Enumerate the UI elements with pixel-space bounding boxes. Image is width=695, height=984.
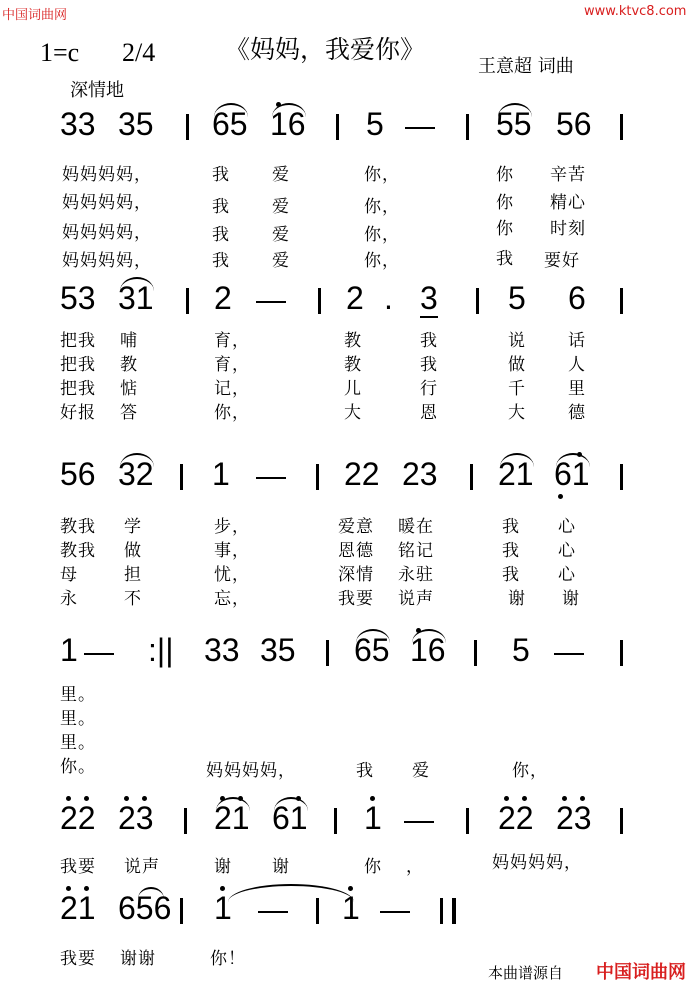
repeat-end-sign: :|| — [148, 632, 174, 668]
note-group: 23 — [402, 456, 438, 492]
note-group: 656 — [118, 890, 172, 926]
lyric-syllable: 永 — [60, 589, 78, 609]
expression-mark: 深情地 — [70, 80, 124, 101]
note-group: 56 — [556, 106, 592, 142]
sustain-dash — [554, 653, 584, 655]
note-group: 21 — [214, 800, 250, 836]
lyric-syllable: 答 — [120, 403, 138, 423]
lyric-syllable: 哺 — [120, 331, 138, 351]
lyric-syllable: 教我 — [60, 517, 96, 537]
sustain-dash — [380, 911, 410, 913]
note: 1 — [212, 456, 230, 492]
lyric-syllable: 说声 — [398, 589, 434, 609]
lyric-syllable: 你， — [214, 403, 250, 423]
lyric-syllable: 大 — [508, 403, 526, 423]
lyric-syllable: 儿 — [344, 379, 362, 399]
lyric-syllable: 育， — [214, 331, 250, 351]
sustain-dash — [256, 301, 286, 303]
lyric-syllable: 里。 — [60, 709, 96, 729]
lyric-syllable: 把我 — [60, 331, 96, 351]
lyric-syllable: 教 — [344, 331, 362, 351]
note-group: 31 — [118, 280, 154, 316]
note-group: 33 — [204, 632, 240, 668]
barline — [474, 640, 477, 666]
lyric-syllable: 妈妈妈妈， — [62, 251, 152, 271]
lyric-syllable: ， — [406, 857, 424, 877]
lyric-syllable: 人 — [568, 355, 586, 375]
lyric-syllable: 做 — [124, 541, 142, 561]
barline — [620, 640, 623, 666]
lyric-syllable: 我 — [502, 541, 520, 561]
note-group: 35 — [118, 106, 154, 142]
note-group: 65 — [212, 106, 248, 142]
note: 1 — [60, 632, 78, 668]
final-barline — [452, 898, 456, 924]
lyric-syllable: 我 — [356, 761, 374, 781]
lyric-syllable: 我 — [496, 249, 514, 269]
note: 5 — [508, 280, 526, 316]
note-group: 23 — [556, 800, 592, 836]
lyric-syllable: 我 — [502, 517, 520, 537]
lyric-syllable: 谢 — [562, 589, 580, 609]
lyric-syllable: 爱 — [272, 225, 290, 245]
lyric-syllable: 谢 — [508, 589, 526, 609]
lyric-syllable: 千 — [508, 379, 526, 399]
lyric-syllable: 心 — [558, 517, 576, 537]
lyric-syllable: 妈妈妈妈， — [62, 193, 152, 213]
watermark-right: www.ktvc8.com — [584, 4, 687, 19]
note: 1 — [214, 890, 232, 926]
lyric-syllable: 深情 — [338, 565, 374, 585]
barline — [620, 464, 623, 490]
barline — [186, 288, 189, 314]
lyric-syllable: 忧， — [214, 565, 250, 585]
lyric-syllable: 你， — [364, 197, 400, 217]
note-group: 23 — [118, 800, 154, 836]
barline — [466, 114, 469, 140]
lyric-syllable: 忘， — [214, 589, 250, 609]
dotted-rhythm: . — [384, 280, 393, 316]
barline — [316, 898, 319, 924]
sustain-dash — [405, 127, 435, 129]
underline-beam — [420, 316, 438, 318]
lyric-syllable: 我 — [212, 197, 230, 217]
note-group: 55 — [496, 106, 532, 142]
lyric-syllable: 我 — [212, 165, 230, 185]
note: 1 — [364, 800, 382, 836]
lyric-syllable: 里。 — [60, 733, 96, 753]
barline — [620, 288, 623, 314]
note-group: 65 — [354, 632, 390, 668]
lyric-syllable: 你， — [364, 225, 400, 245]
note: 1 — [342, 890, 360, 926]
lyric-syllable: 我要 — [60, 949, 96, 969]
lyric-syllable: 里 — [568, 379, 586, 399]
key-signature: 1=c — [40, 38, 80, 67]
lyric-syllable: 妈妈妈妈， — [206, 761, 296, 781]
note: 6 — [568, 280, 586, 316]
lyric-syllable: 我 — [420, 331, 438, 351]
lyric-syllable: 事， — [214, 541, 250, 561]
note-group: 22 — [498, 800, 534, 836]
lyric-syllable: 妈妈妈妈， — [492, 853, 582, 873]
lyric-syllable: 谢 — [214, 857, 232, 877]
source-site: 中国词曲网 — [596, 962, 686, 983]
lyric-syllable: 恩德 — [338, 541, 374, 561]
barline — [326, 640, 329, 666]
lyric-syllable: 你， — [364, 251, 400, 271]
lyric-syllable: 母 — [60, 565, 78, 585]
lyric-syllable: 你， — [364, 165, 400, 185]
lyric-syllable: 教 — [120, 355, 138, 375]
low-octave-dot — [558, 494, 563, 499]
song-title: 《妈妈，我爱你》 — [225, 35, 426, 64]
lyric-syllable: 我 — [212, 225, 230, 245]
lyric-syllable: 暖在 — [398, 517, 434, 537]
lyric-syllable: 心 — [558, 541, 576, 561]
author-credit: 王意超 词曲 — [478, 56, 574, 77]
note-group: 21 — [60, 890, 96, 926]
note-group: 35 — [260, 632, 296, 668]
barline — [180, 464, 183, 490]
lyric-syllable: 德 — [568, 403, 586, 423]
lyric-syllable: 你， — [512, 761, 548, 781]
barline — [318, 288, 321, 314]
lyric-syllable: 教我 — [60, 541, 96, 561]
note: 3 — [420, 280, 438, 316]
lyric-syllable: 我要 — [60, 857, 96, 877]
lyric-syllable: 谢 — [272, 857, 290, 877]
lyric-syllable: 爱 — [272, 165, 290, 185]
lyric-syllable: 话 — [568, 331, 586, 351]
note-group: 56 — [60, 456, 96, 492]
note-group: 53 — [60, 280, 96, 316]
lyric-syllable: 爱 — [272, 251, 290, 271]
note: 5 — [366, 106, 384, 142]
barline — [476, 288, 479, 314]
lyric-syllable: 育， — [214, 355, 250, 375]
lyric-syllable: 不 — [124, 589, 142, 609]
lyric-syllable: 说声 — [124, 857, 160, 877]
lyric-syllable: 恩 — [420, 403, 438, 423]
lyric-syllable: 我 — [502, 565, 520, 585]
lyric-syllable: 心 — [558, 565, 576, 585]
lyric-syllable: 记， — [214, 379, 250, 399]
lyric-syllable: 说 — [508, 331, 526, 351]
lyric-syllable: 精心 — [550, 193, 586, 213]
lyric-syllable: 要好 — [544, 251, 580, 271]
lyric-syllable: 学 — [124, 517, 142, 537]
lyric-syllable: 你。 — [60, 757, 96, 777]
lyric-syllable: 你 — [496, 165, 514, 185]
lyric-syllable: 我要 — [338, 589, 374, 609]
lyric-syllable: 做 — [508, 355, 526, 375]
note-group: 22 — [60, 800, 96, 836]
barline — [620, 808, 623, 834]
lyric-syllable: 我 — [420, 355, 438, 375]
lyric-syllable: 妈妈妈妈， — [62, 165, 152, 185]
barline — [334, 808, 337, 834]
tie — [228, 884, 354, 902]
lyric-syllable: 好报 — [60, 403, 96, 423]
sustain-dash — [256, 477, 286, 479]
barline — [466, 808, 469, 834]
barline — [180, 898, 183, 924]
lyric-syllable: 把我 — [60, 379, 96, 399]
lyric-syllable: 大 — [344, 403, 362, 423]
lyric-syllable: 你 — [496, 193, 514, 213]
lyric-syllable: 里。 — [60, 685, 96, 705]
lyric-syllable: 谢谢 — [120, 949, 156, 969]
note-group: 21 — [498, 456, 534, 492]
lyric-syllable: 爱 — [412, 761, 430, 781]
watermark-left: 中国词曲网 — [2, 8, 68, 23]
lyric-syllable: 你 — [364, 857, 382, 877]
lyric-syllable: 时刻 — [550, 219, 586, 239]
lyric-syllable: 担 — [124, 565, 142, 585]
note: 5 — [512, 632, 530, 668]
lyric-syllable: 我 — [212, 251, 230, 271]
sustain-dash — [258, 911, 288, 913]
lyric-syllable: 惦 — [120, 379, 138, 399]
note-group: 32 — [118, 456, 154, 492]
lyric-syllable: 爱意 — [338, 517, 374, 537]
note-group: 22 — [344, 456, 380, 492]
lyric-syllable: 行 — [420, 379, 438, 399]
note-group: 61 — [272, 800, 308, 836]
note-group: 61 — [554, 456, 590, 492]
lyric-syllable: 爱 — [272, 197, 290, 217]
lyric-syllable: 永驻 — [398, 565, 434, 585]
note-group: 33 — [60, 106, 96, 142]
lyric-syllable: 铭记 — [398, 541, 434, 561]
note: 2 — [346, 280, 364, 316]
barline — [336, 114, 339, 140]
note: 2 — [214, 280, 232, 316]
note-group: 16 — [270, 106, 306, 142]
source-label: 本曲谱源自 — [488, 964, 564, 982]
barline — [316, 464, 319, 490]
lyric-syllable: 你！ — [210, 949, 246, 969]
lyric-syllable: 妈妈妈妈， — [62, 223, 152, 243]
lyric-syllable: 步， — [214, 517, 250, 537]
lyric-syllable: 教 — [344, 355, 362, 375]
lyric-syllable: 把我 — [60, 355, 96, 375]
lyric-syllable: 辛苦 — [550, 165, 586, 185]
lyric-syllable: 你 — [496, 219, 514, 239]
sustain-dash — [404, 821, 434, 823]
barline — [470, 464, 473, 490]
sustain-dash — [84, 653, 114, 655]
note-group: 16 — [410, 632, 446, 668]
barline — [184, 808, 187, 834]
barline — [440, 898, 443, 924]
barline — [186, 114, 189, 140]
barline — [620, 114, 623, 140]
time-signature: 2/4 — [122, 38, 156, 67]
